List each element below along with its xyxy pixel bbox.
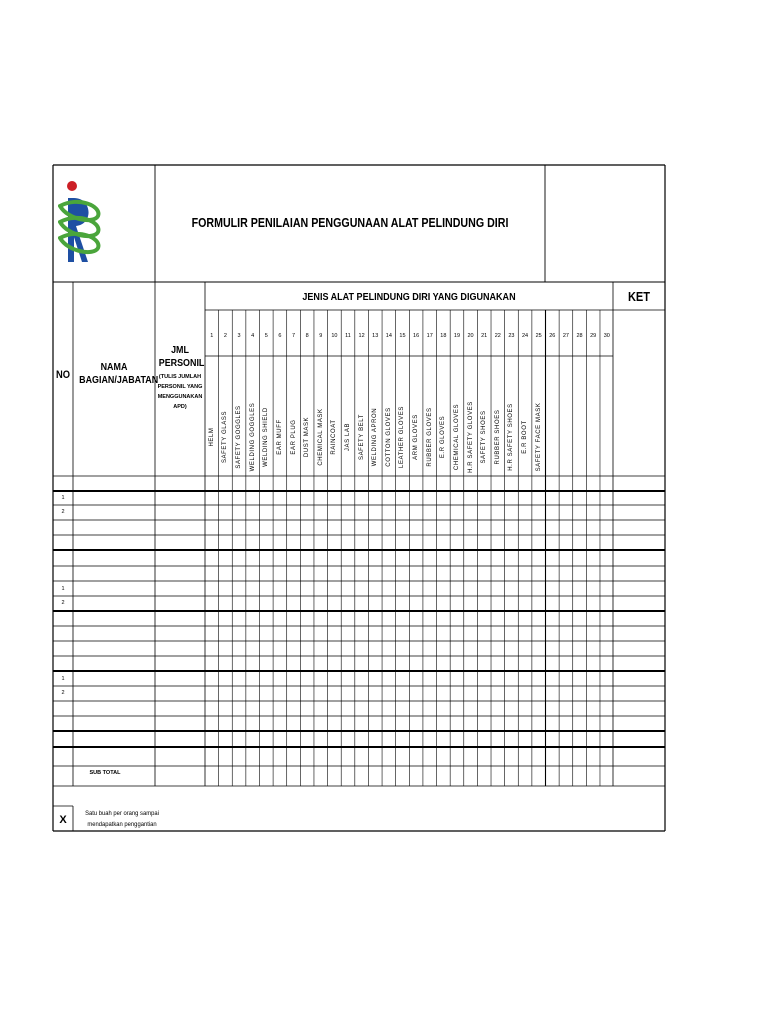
apd-column-number: 11 [345,333,351,339]
row-number: 2 [61,509,65,515]
apd-column-number: 14 [385,333,392,339]
apd-section-title: JENIS ALAT PELINDUNG DIRI YANG DIGUNAKAN [302,291,516,303]
subtotal-label: SUB TOTAL [89,770,121,776]
apd-column-label: CHEMICAL MASK [317,408,324,466]
apd-column-label: HELM [208,427,215,447]
apd-column-number: 29 [590,333,597,339]
apd-column-label: JAS LAB [345,422,351,452]
row-number: 2 [61,690,65,696]
apd-column-label: RUBBER GLOVES [426,407,433,467]
apd-column-number: 13 [372,333,379,339]
apd-column-number: 9 [319,333,323,339]
row-number: 1 [61,676,65,682]
apd-column-number: 25 [535,333,542,339]
company-logo [58,176,102,268]
apd-column-number: 7 [291,333,296,339]
apd-column-label: SAFETY GLASS [222,410,229,464]
legend-symbol: X [59,814,67,826]
jml-personil-note: (TULIS JUMLAH PERSONIL YANG MENGGUNAKAN APD) [157,374,203,410]
apd-column-label: ARM GLOVES [413,414,420,460]
apd-column-label: SAFETY SHOES [481,410,488,464]
apd-column-number: 20 [467,333,474,339]
apd-column-number: 1 [210,333,214,339]
apd-column-number: 27 [562,333,569,339]
apd-column-label: RUBBER SHOES [494,409,501,465]
apd-column-label: CHEMICAL GLOVES [453,403,460,471]
apd-column-number: 3 [237,333,241,339]
jml-personil-header: JML PERSONIL [158,344,205,369]
apd-column-number: 28 [576,333,583,339]
row-number: 2 [61,600,65,606]
apd-column-number: 4 [251,333,255,339]
apd-column-number: 2 [223,333,227,339]
nama-bagian-header: NAMA BAGIAN/JABATAN [79,361,159,386]
apd-column-number: 21 [481,333,488,339]
apd-column-number: 8 [305,333,309,339]
legend-text: Satu buah per orang sampai mendapatkan penggantian [85,810,159,828]
apd-column-label: LEATHER GLOVES [399,406,406,468]
row-number: 1 [61,495,65,501]
apd-column-label: WELDING SHIELD [263,407,270,467]
apd-column-label: E.R BOOT [522,420,529,454]
apd-column-label: WELDING GOGGLES [249,402,256,472]
apd-column-label: SAFETY FACE MASK [535,402,542,472]
apd-column-label: E.R GLOVES [440,415,447,459]
apd-column-label: SAFETY GOGGLES [236,405,243,469]
apd-column-number: 23 [508,333,515,339]
apd-column-number: 6 [278,333,282,339]
apd-column-label: EAR PLUG [290,419,297,455]
apd-column-label: DUST MASK [304,416,311,458]
apd-column-number: 24 [521,333,529,339]
apd-column-number: 10 [331,333,338,339]
apd-column-label: EAR MUFF [276,419,283,455]
apd-column-number: 5 [264,333,268,339]
logo-dot [67,181,77,191]
apd-column-label: COTTON GLOVES [385,407,392,467]
apd-column-number: 17 [426,333,433,339]
apd-column-number: 15 [399,333,406,339]
form-title: FORMULIR PENILAIAN PENGGUNAAN ALAT PELINDUNG DIRI [191,215,509,230]
apd-column-number: 30 [603,333,610,339]
apd-column-number: 18 [440,333,447,339]
no-header: NO [55,369,71,381]
apd-column-label: SAFETY BELT [358,413,365,461]
ket-header: KET [627,289,651,304]
apd-column-label: H.R SAFETY SHOES [508,403,515,471]
apd-column-label: WELDING APRON [372,407,379,467]
apd-column-number: 26 [549,333,556,339]
apd-column-number: 16 [413,333,420,339]
apd-column-number: 19 [453,333,461,339]
row-number: 1 [61,586,65,592]
apd-column-label: H.R SAFETY GLOVES [467,401,474,473]
apd-column-number: 22 [494,333,501,339]
apd-column-label: RAINCOAT [331,419,338,455]
apd-column-number: 12 [358,333,365,339]
